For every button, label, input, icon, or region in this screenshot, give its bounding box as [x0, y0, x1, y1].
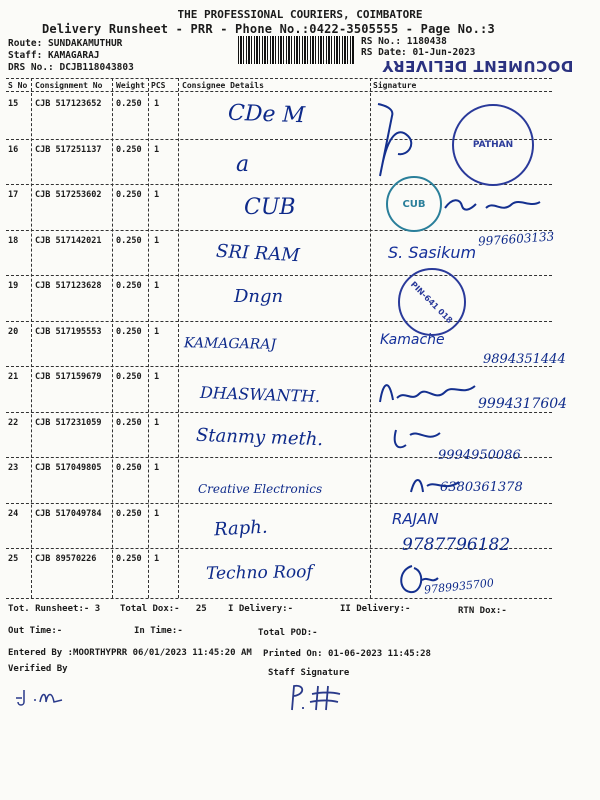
row-divider	[6, 503, 552, 504]
row-pcs: 1	[154, 417, 160, 428]
row-sno: 25	[8, 554, 19, 564]
col-pcs-header: PCS	[151, 81, 166, 90]
i-delivery: I Delivery:-	[228, 604, 294, 614]
staff-signature-label: Staff Signature	[268, 668, 350, 678]
row-sno: 20	[8, 326, 19, 337]
row-consignment-no: CJB 517251137	[35, 144, 102, 155]
row-sno: 19	[8, 281, 19, 291]
barcode-image	[238, 36, 354, 64]
col-sno-header: S No	[8, 81, 28, 90]
in-time: In Time:-	[134, 626, 183, 636]
col-signature-header: Signature	[373, 81, 417, 90]
table-bottom-rule	[6, 598, 552, 599]
phone-handwritten: 9787796182	[402, 535, 511, 555]
col-divider	[112, 78, 113, 598]
staff-label: Staff: KAMAGARAJ	[8, 50, 100, 61]
row-weight: 0.250	[116, 144, 142, 155]
row-consignee: SRI RAM	[215, 240, 301, 266]
total-runsheet: Tot. Runsheet:- 3	[8, 604, 101, 614]
row-consignment-no: CJB 517123628	[35, 281, 102, 291]
total-dox: Total Dox:- 25	[120, 604, 207, 614]
row-consignment-no: CJB 517049784	[35, 508, 102, 519]
row-divider	[6, 321, 552, 322]
row-pcs: 1	[154, 508, 160, 519]
row-sno: 23	[8, 463, 19, 473]
entered-by: Entered By :MOORTHYPRR 06/01/2023 11:45:20 AM	[8, 648, 252, 658]
col-consignment-header: Consignment No	[35, 81, 103, 90]
row-pcs: 1	[154, 554, 160, 564]
row-weight: 0.250	[116, 326, 142, 337]
row-pcs: 1	[154, 144, 160, 155]
bank-round-stamp: PIN-641 018	[398, 268, 466, 336]
col-divider	[178, 78, 179, 598]
row-divider	[6, 275, 552, 276]
row-consignment-no: CJB 517123652	[35, 99, 102, 109]
row-weight: 0.250	[116, 372, 142, 382]
drs-number: DRS No.: DCJB118043803	[8, 62, 134, 73]
row-sno: 22	[8, 417, 19, 428]
table-top-rule	[6, 78, 552, 79]
row-pcs: 1	[154, 281, 160, 291]
total-pod: Total POD:-	[258, 628, 318, 638]
signature-scribble	[392, 560, 442, 600]
row-consignee: Techno Roof	[205, 562, 313, 584]
printed-on: Printed On: 01-06-2023 11:45:28	[263, 649, 431, 659]
row-consignee: DHASWANTH.	[199, 382, 321, 407]
row-pcs: 1	[154, 326, 160, 337]
phone-handwritten: 9976603133	[477, 229, 555, 249]
company-round-stamp: PATHAN	[452, 104, 534, 186]
row-pcs: 1	[154, 372, 160, 382]
row-pcs: 1	[154, 235, 160, 246]
row-pcs: 1	[154, 190, 160, 200]
row-weight: 0.250	[116, 508, 142, 519]
row-sno: 16	[8, 144, 19, 155]
col-divider	[31, 78, 32, 598]
row-signature: RAJAN	[392, 509, 439, 528]
signature-scribble	[375, 372, 485, 412]
row-consignee: Stanmy meth.	[195, 424, 324, 450]
row-consignment-no: CJB 517159679	[35, 372, 102, 382]
col-divider	[148, 78, 149, 598]
row-divider	[6, 184, 552, 185]
col-weight-header: Weight	[116, 81, 145, 90]
signature-scribble	[388, 425, 448, 455]
route-label: Route: SUNDAKAMUTHUR	[8, 38, 123, 49]
row-divider	[6, 366, 552, 367]
row-weight: 0.250	[116, 417, 142, 428]
rs-number: RS No.: 1180438	[361, 36, 447, 47]
signature-scribble	[405, 470, 465, 500]
phone-handwritten: 9894351444	[483, 352, 566, 367]
row-sno: 17	[8, 190, 19, 200]
document-title: THE PROFESSIONAL COURIERS, COIMBATORE	[177, 8, 423, 21]
phone-handwritten: 9994950086	[438, 448, 521, 463]
row-consignment-no: CJB 517142021	[35, 235, 102, 246]
row-consignment-no: CJB 517049805	[35, 463, 102, 473]
row-consignee: Creative Electronics	[198, 482, 323, 496]
verifier-signature	[12, 684, 72, 708]
row-consignee: Dngn	[234, 286, 284, 307]
phone-handwritten: 9789935700	[423, 576, 495, 597]
phone-handwritten: 6380361378	[440, 480, 523, 495]
row-sno: 24	[8, 508, 19, 519]
staff-signature	[286, 680, 356, 714]
row-consignment-no: CJB 517195553	[35, 326, 102, 337]
row-signature: Kamache	[380, 331, 445, 348]
row-consignee: a	[236, 151, 250, 177]
out-time: Out Time:-	[8, 626, 63, 636]
row-consignee: KAMAGARAJ	[183, 334, 277, 353]
row-weight: 0.250	[116, 281, 142, 291]
table-header-rule	[6, 91, 552, 92]
row-consignee: CUB	[244, 195, 296, 220]
row-consignee: CDe M	[227, 100, 306, 129]
row-weight: 0.250	[116, 190, 142, 200]
row-sno: 21	[8, 372, 19, 382]
phone-handwritten: 9994317604	[478, 396, 568, 412]
row-consignee: Raph.	[213, 516, 269, 540]
row-weight: 0.250	[116, 99, 142, 109]
row-weight: 0.250	[116, 235, 142, 246]
row-weight: 0.250	[116, 463, 142, 473]
row-consignment-no: CJB 517253602	[35, 190, 102, 200]
verified-by: Verified By	[8, 664, 68, 674]
row-consignment-no: CJB 89570226	[35, 554, 97, 564]
rtn-dox: RTN Dox:-	[458, 606, 507, 616]
row-consignment-no: CJB 517231059	[35, 417, 102, 428]
rs-date: RS Date: 01-Jun-2023	[361, 47, 476, 58]
col-consignee-header: Consignee Details	[182, 81, 264, 90]
row-sno: 15	[8, 99, 19, 109]
bank-round-stamp: CUB	[386, 176, 442, 232]
row-weight: 0.250	[116, 554, 142, 564]
row-sno: 18	[8, 235, 19, 246]
document-delivery-stamp: DOCUMENT DELIVERY	[382, 57, 574, 75]
runsheet-subtitle: Delivery Runsheet - PRR - Phone No.:0422-3505555 - Page No.:3	[42, 22, 495, 36]
row-pcs: 1	[154, 99, 160, 109]
ii-delivery: II Delivery:-	[340, 604, 411, 614]
signature-scribble	[440, 190, 550, 220]
row-pcs: 1	[154, 463, 160, 473]
row-divider	[6, 230, 552, 231]
row-signature: S. Sasikum	[388, 242, 477, 262]
